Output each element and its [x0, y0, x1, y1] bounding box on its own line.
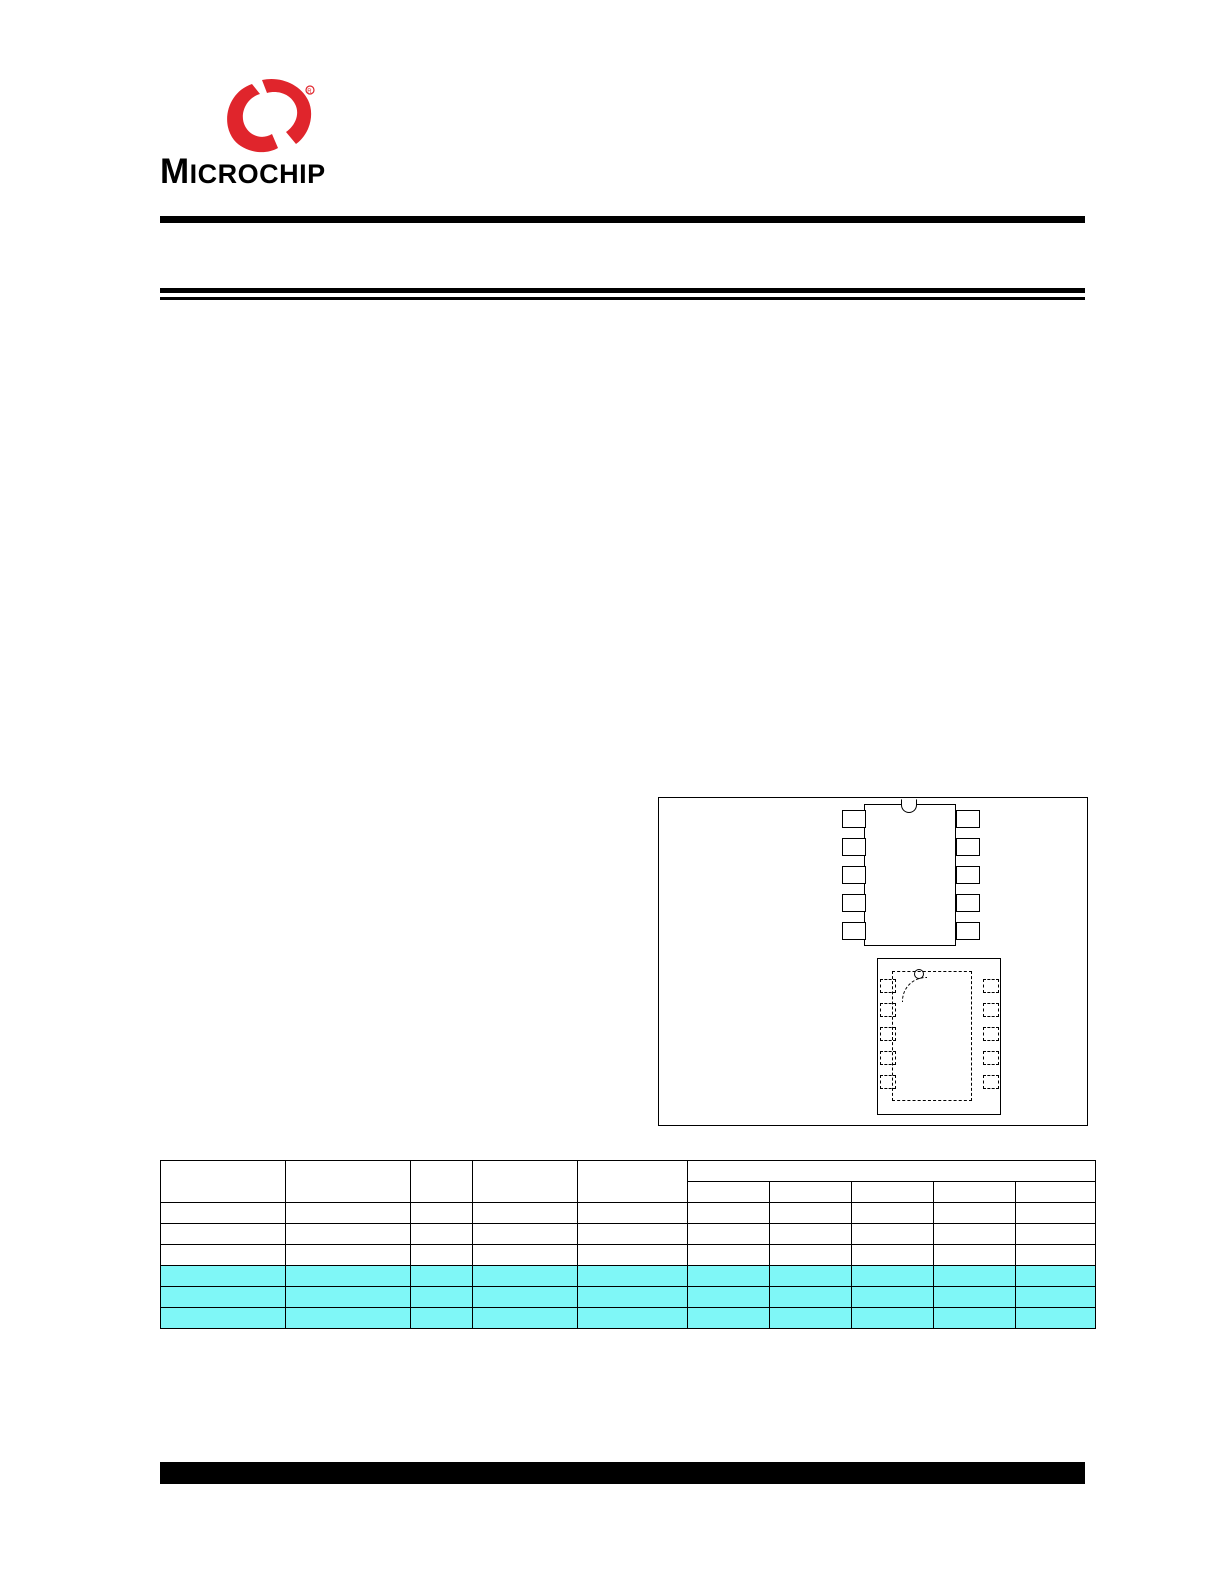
qfn-pad-right-1 — [983, 979, 999, 993]
qfn-pad-right-3 — [983, 1027, 999, 1041]
table-row — [161, 1203, 1096, 1224]
table-row — [161, 1308, 1096, 1329]
device-table-wrapper — [160, 1160, 1095, 1329]
package-diagram — [658, 797, 1088, 1126]
table-cell — [578, 1266, 688, 1287]
dip-pin-left-4 — [842, 894, 866, 912]
table-header-cell-3 — [473, 1161, 578, 1203]
table-cell — [411, 1203, 473, 1224]
table-cell — [852, 1266, 934, 1287]
table-cell — [578, 1308, 688, 1329]
table-cell — [770, 1287, 852, 1308]
table-cell — [411, 1224, 473, 1245]
table-header-cell-4 — [578, 1161, 688, 1203]
table-cell — [852, 1245, 934, 1266]
table-cell — [161, 1245, 286, 1266]
dip-pin-right-2 — [956, 838, 980, 856]
qfn-pad-right-4 — [983, 1051, 999, 1065]
table-row — [161, 1287, 1096, 1308]
table-cell — [161, 1203, 286, 1224]
table-cell — [578, 1245, 688, 1266]
table-row — [161, 1245, 1096, 1266]
table-cell — [286, 1266, 411, 1287]
microchip-logo-icon — [222, 78, 318, 156]
table-cell — [770, 1266, 852, 1287]
dip-pin-left-5 — [842, 922, 866, 940]
dip-pin-right-1 — [956, 810, 980, 828]
table-cell — [411, 1266, 473, 1287]
table-cell — [473, 1245, 578, 1266]
table-row — [161, 1224, 1096, 1245]
table-cell — [688, 1266, 770, 1287]
table-cell — [286, 1203, 411, 1224]
table-cell — [1016, 1266, 1096, 1287]
table-cell — [688, 1224, 770, 1245]
table-cell — [286, 1224, 411, 1245]
wordmark-cap: M — [160, 152, 190, 191]
table-cell — [770, 1308, 852, 1329]
header-rule — [160, 216, 1085, 223]
qfn-pad-left-1 — [880, 979, 896, 993]
table-cell — [473, 1224, 578, 1245]
qfn-pad-left-3 — [880, 1027, 896, 1041]
table-cell — [1016, 1203, 1096, 1224]
table-cell — [1016, 1287, 1096, 1308]
qfn-pad-left-5 — [880, 1075, 896, 1089]
device-table — [160, 1160, 1096, 1329]
table-cell — [286, 1287, 411, 1308]
table-cell — [473, 1266, 578, 1287]
table-header-group — [688, 1161, 1096, 1182]
table-cell — [934, 1203, 1016, 1224]
table-cell — [934, 1245, 1016, 1266]
table-cell — [1016, 1308, 1096, 1329]
table-cell — [411, 1287, 473, 1308]
table-subheader-cell-2 — [852, 1182, 934, 1203]
table-cell — [286, 1308, 411, 1329]
microchip-wordmark — [160, 152, 400, 192]
svg-text:R: R — [307, 89, 312, 95]
table-cell — [934, 1308, 1016, 1329]
table-cell — [934, 1266, 1016, 1287]
table-cell — [1016, 1224, 1096, 1245]
wordmark-rest: ICROCHIP — [189, 159, 326, 189]
table-cell — [161, 1308, 286, 1329]
qfn-pad-right-2 — [983, 1003, 999, 1017]
table-cell — [411, 1308, 473, 1329]
footer-bar — [160, 1462, 1085, 1484]
table-cell — [161, 1224, 286, 1245]
qfn-pad-right-5 — [983, 1075, 999, 1089]
table-cell — [934, 1287, 1016, 1308]
table-cell — [688, 1308, 770, 1329]
table-cell — [473, 1308, 578, 1329]
title-rule-lower — [160, 297, 1085, 300]
dip-pin-right-3 — [956, 866, 980, 884]
table-subheader-cell-3 — [934, 1182, 1016, 1203]
table-cell — [852, 1203, 934, 1224]
table-cell — [578, 1203, 688, 1224]
table-header-cell-0 — [161, 1161, 286, 1203]
table-cell — [688, 1287, 770, 1308]
table-cell — [688, 1245, 770, 1266]
table-cell — [578, 1224, 688, 1245]
table-header-cell-1 — [286, 1161, 411, 1203]
dip-pin-left-2 — [842, 838, 866, 856]
table-cell — [852, 1287, 934, 1308]
dip-pin-right-5 — [956, 922, 980, 940]
qfn-pad-left-4 — [880, 1051, 896, 1065]
table-subheader-cell-1 — [770, 1182, 852, 1203]
dip-pin-left-3 — [842, 866, 866, 884]
table-cell — [852, 1224, 934, 1245]
table-subheader-cell-0 — [688, 1182, 770, 1203]
table-cell — [1016, 1245, 1096, 1266]
microchip-logo — [160, 78, 400, 208]
dip-pin-right-4 — [956, 894, 980, 912]
table-cell — [473, 1203, 578, 1224]
table-cell — [161, 1266, 286, 1287]
table-cell — [286, 1245, 411, 1266]
table-cell — [161, 1287, 286, 1308]
table-cell — [473, 1287, 578, 1308]
table-cell — [770, 1224, 852, 1245]
table-cell — [411, 1245, 473, 1266]
table-cell — [770, 1245, 852, 1266]
dip-package-body — [864, 804, 956, 946]
table-cell — [688, 1203, 770, 1224]
table-cell — [934, 1224, 1016, 1245]
table-cell — [852, 1308, 934, 1329]
title-rule-upper — [160, 288, 1085, 293]
table-row — [161, 1266, 1096, 1287]
qfn-pad-left-2 — [880, 1003, 896, 1017]
table-cell — [578, 1287, 688, 1308]
package-notch-icon — [901, 799, 917, 813]
table-subheader-cell-4 — [1016, 1182, 1096, 1203]
table-header-cell-2 — [411, 1161, 473, 1203]
table-header-row-top — [161, 1161, 1096, 1182]
body-text-column — [160, 350, 630, 360]
table-cell — [770, 1203, 852, 1224]
qfn-package-body — [877, 958, 1001, 1115]
dip-pin-left-1 — [842, 810, 866, 828]
